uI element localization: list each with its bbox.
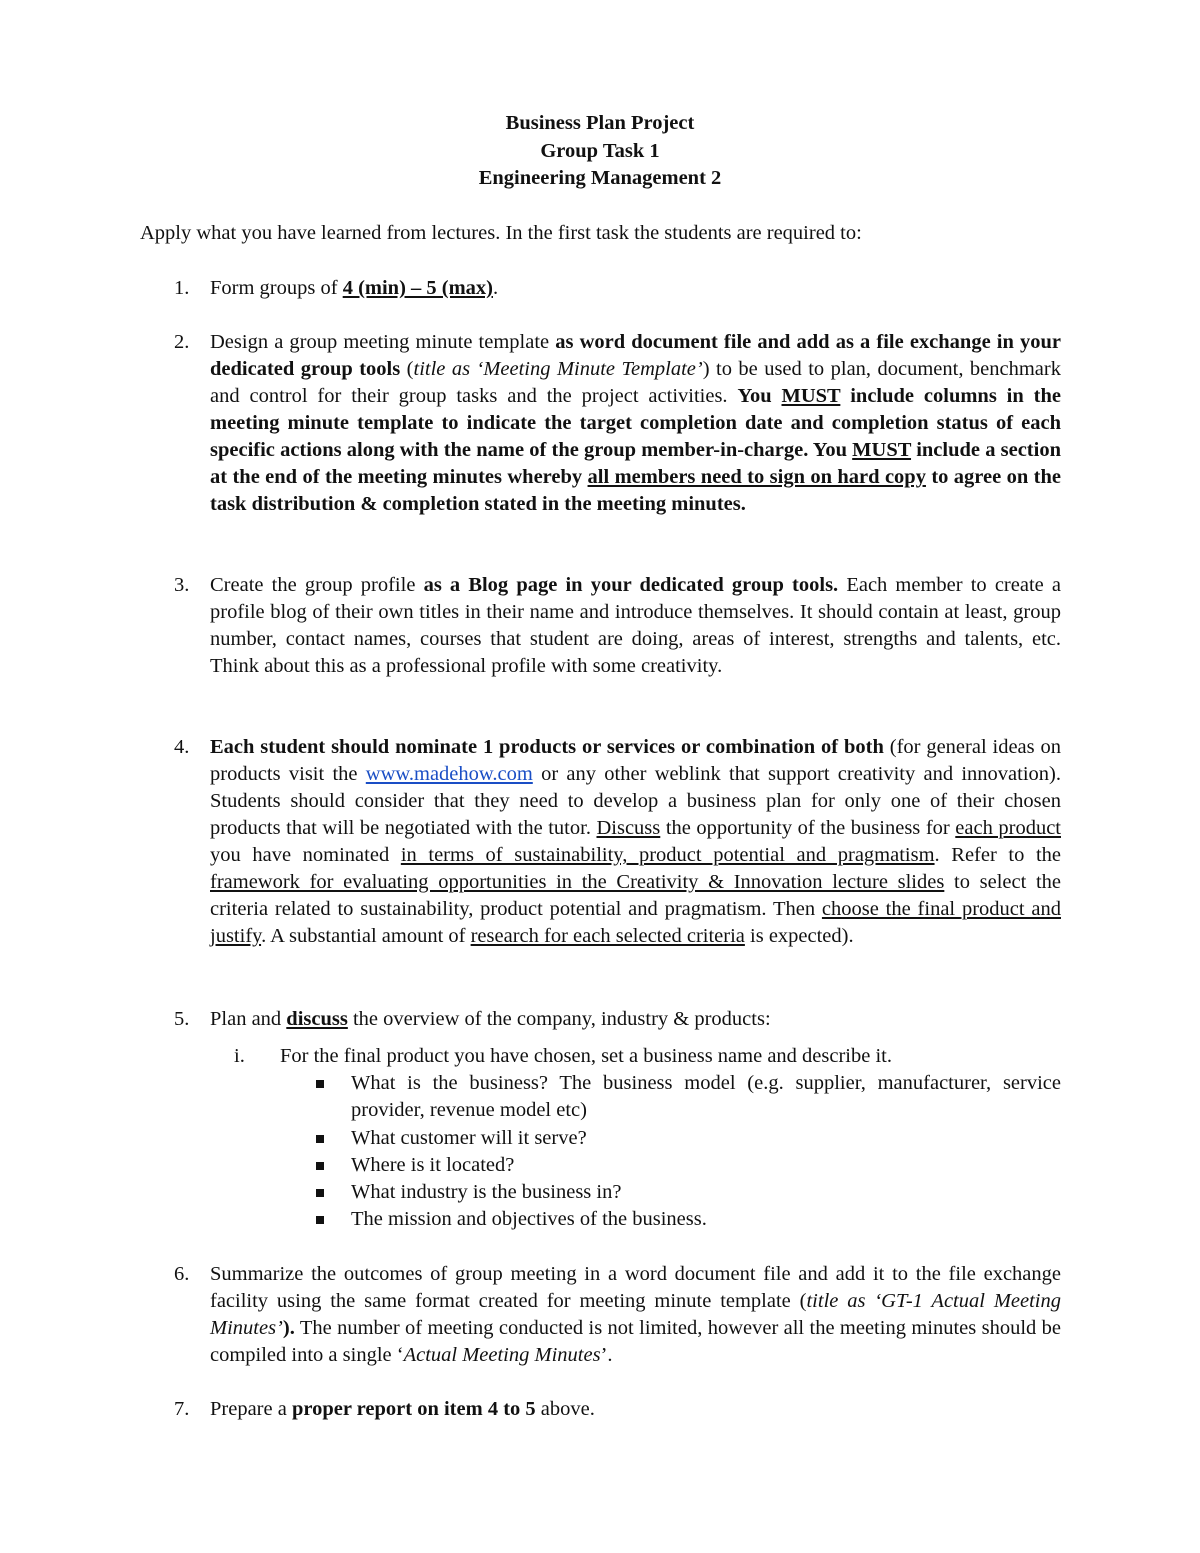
document-title <box>0 110 1200 193</box>
item-text: Prepare a proper report on item 4 to 5 above. <box>210 1398 595 1420</box>
title-line-task: Group Task 1 <box>540 139 660 162</box>
square-bullet-icon <box>316 1189 324 1197</box>
square-bullet-icon <box>316 1080 324 1088</box>
item-text: Create the group profile as a Blog page in your dedicated group tools. Each member to create a profile blog of their own titles in their name and introduce themselves. It should contain at least, group number, contact names, courses that student are doing, areas of interest, strengths and talents, etc. Think about this as a professional profile with some creativity. <box>210 574 1061 677</box>
title-line-project: Business Plan Project <box>505 112 695 134</box>
intro-paragraph: Apply what you have learned from lectures. In the first task the students are required to: <box>140 222 862 244</box>
item-number: 6. <box>174 1263 190 1285</box>
item-text: Plan and discuss the overview of the company, industry & products: <box>210 1008 771 1030</box>
item-text: Each student should nominate 1 products or services or combination of both (for general ideas on products visit the www.madehow.com or any other weblink that support creativity and innovation). Students should consider that they need to develop a business plan for only one of their chosen products that will be negotiated with the tutor. Discuss the opportunity of the business for each product you have nominated in terms of sustainability, product potential and pragmatism. Refer to the framework for evaluating opportunities in the Creativity & Innovation lecture slides to select the criteria related to sustainability, product potential and pragmatism. Then choose the final product and justify. A substantial amount of research for each selected criteria is expected). <box>210 736 1062 947</box>
item-number: 7. <box>174 1398 190 1420</box>
item-number: 1. <box>174 277 190 299</box>
square-bullet-icon <box>316 1216 324 1224</box>
square-bullet-icon <box>316 1135 324 1143</box>
item-number: 4. <box>174 736 190 758</box>
madehow-link[interactable]: www.madehow.com <box>365 763 533 785</box>
item-number: 2. <box>174 331 190 353</box>
document-page: Business Plan Project Group Task 1 Engineering Management 2 Apply what you have learned from lectures. In the first task the students are required to: 1. Form groups of 4 (min) – 5 (max). 2. Design a group meeting minute template as word document file and add as a file exchange in your dedicated group tools (title as ‘Meeting Minute Template’) to be used to plan, document, benchmark and control for their group tasks and the project activities. You MUST include columns in the meeting minute template to indicate the target completion date and completion status of each specific actions along with the name of the group member-in-charge. You MUST include a section at the end of the meeting minutes whereby all members need to sign on hard copy to agree on the task distribution & completion stated in the meeting minutes. 3. Create the group profile as a Blog page in your dedicated group tools. Each member to create a profile blog of their own titles in their name and introduce themselves. It should contain at least, group number, contact names, courses that student are doing, areas of interest, strengths and talents, etc. Think about this as a professional profile with some creativity. 4. Each student should nominate 1 products or services or combination of both (for general ideas on products visit the www.madehow.com or any other weblink that support creativity and innovation). Students should consider that they need to develop a business plan for only one of their chosen products that will be negotiated with the tutor. Discuss the opportunity of the business for each product you have nominated in terms of sustainability, product potential and pragmatism. Refer to the framework for evaluating opportunities in the Creativity & Innovation lecture slides to select the criteria related to sustainability, product potential and pragmatism. Then choose the final product and justify. A substantial amount of research for each selected criteria is expected). 5. Plan and discuss the overview of the company, industry & products: i. For the final product you have chosen, set a business name and describe it. What is the business? The business model (e.g. supplier, manufacturer, service provider, revenue model etc) What customer will it serve? Where is it located? What industry is the business in? The mission and objectives of the business. 6. Summarize the outcomes of group meeting in a word document file and add it to the file exchange facility using the same format created for meeting minute template (title as ‘GT-1 Actual Meeting Minutes’). The number of meeting conducted is not limited, however all the meeting minutes should be compiled into a single ‘Actual Meeting Minutes’. 7. Prepare a proper report on item 4 to 5 above. <box>0 0 1200 1553</box>
item-number: 3. <box>174 574 190 596</box>
item-text: Design a group meeting minute template as word document file and add as a file exchange in your dedicated group tools (title as ‘Meeting Minute Template’) to be used to plan, document, benchmark and control for their group tasks and the project activities. You MUST include columns in the meeting minute template to indicate the target completion date and completion status of each specific actions along with the name of the group member-in-charge. You MUST include a section at the end of the meeting minutes whereby all members need to sign on hard copy to agree on the task distribution & completion stated in the meeting minutes. <box>210 331 1062 515</box>
item-text: Summarize the outcomes of group meeting in a word document file and add it to the file exchange facility using the same format created for meeting minute template (title as ‘GT-1 Actual Meeting Minutes’). The number of meeting conducted is not limited, however all the meeting minutes should be compiled into a single ‘Actual Meeting Minutes’. <box>210 1263 1061 1366</box>
square-bullet-icon <box>316 1162 324 1170</box>
item-number: 5. <box>174 1008 190 1030</box>
item-text: Form groups of 4 (min) – 5 (max). <box>210 277 499 299</box>
title-line-course: Engineering Management 2 <box>478 167 722 189</box>
sub-item-number: i. <box>234 1045 245 1067</box>
sub-item-text: For the final product you have chosen, set a business name and describe it. <box>280 1045 892 1067</box>
